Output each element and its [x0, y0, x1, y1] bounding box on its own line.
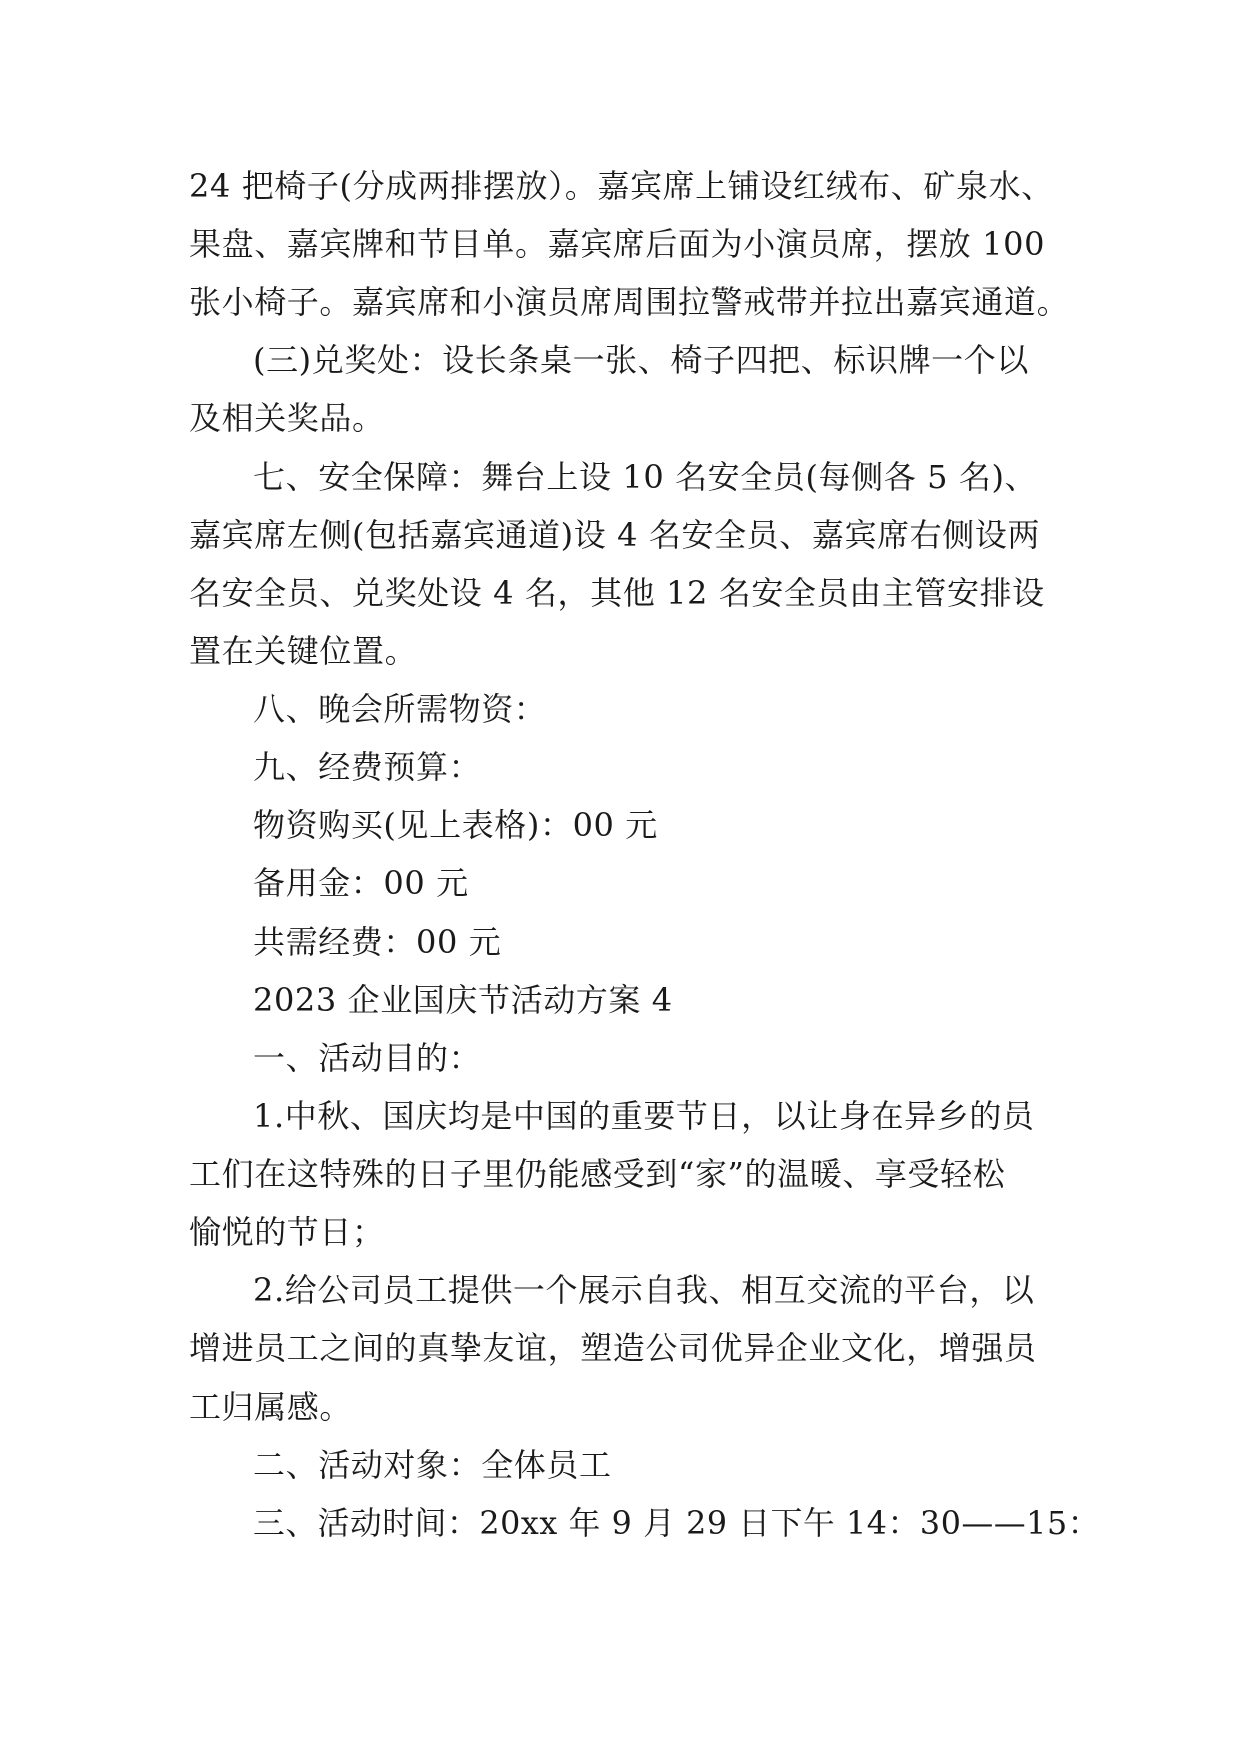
- text-line: 三、活动时间：20xx 年 9 月 29 日下午 14：30——15：: [253, 1504, 1101, 1542]
- text-line: 愉悦的节日；: [189, 1213, 385, 1251]
- text-line: 工归属感。: [189, 1388, 353, 1426]
- text-line: 1.中秋、国庆均是中国的重要节日，以让身在异乡的员: [253, 1097, 1035, 1135]
- text-line: 名安全员、兑奖处设 4 名，其他 12 名安全员由主管安排设: [189, 574, 1045, 612]
- text-line: 备用金：00 元: [253, 864, 469, 902]
- text-line: 八、晚会所需物资：: [253, 690, 547, 728]
- text-line: (三)兑奖处：设长条桌一张、椅子四把、标识牌一个以: [253, 341, 1029, 379]
- text-line: 工们在这特殊的日子里仍能感受到“家”的温暖、享受轻松: [189, 1155, 1006, 1193]
- text-line: 果盘、嘉宾牌和节目单。嘉宾席后面为小演员席，摆放 100: [189, 225, 1046, 263]
- text-line: 置在关键位置。: [189, 632, 418, 670]
- text-line: 2.给公司员工提供一个展示自我、相互交流的平台，以: [253, 1271, 1035, 1309]
- text-line: 及相关奖品。: [189, 399, 385, 437]
- text-line: 九、经费预算：: [253, 748, 482, 786]
- text-line: 二、活动对象：全体员工: [253, 1446, 612, 1484]
- text-line: 张小椅子。嘉宾席和小演员席周围拉警戒带并拉出嘉宾通道。: [189, 283, 1070, 321]
- text-line: 增进员工之间的真挚友谊，塑造公司优异企业文化，增强员: [189, 1329, 1037, 1367]
- text-line: 共需经费：00 元: [253, 923, 502, 961]
- text-line: 七、安全保障：舞台上设 10 名安全员(每侧各 5 名)、: [253, 458, 1038, 496]
- text-line: 一、活动目的：: [253, 1039, 482, 1077]
- text-line: 24 把椅子(分成两排摆放）。嘉宾席上铺设红绒布、矿泉水、: [189, 167, 1054, 205]
- section-heading: 2023 企业国庆节活动方案 4: [253, 981, 673, 1019]
- text-line: 物资购买(见上表格)：00 元: [253, 806, 658, 844]
- text-line: 嘉宾席左侧(包括嘉宾通道)设 4 名安全员、嘉宾席右侧设两: [189, 516, 1041, 554]
